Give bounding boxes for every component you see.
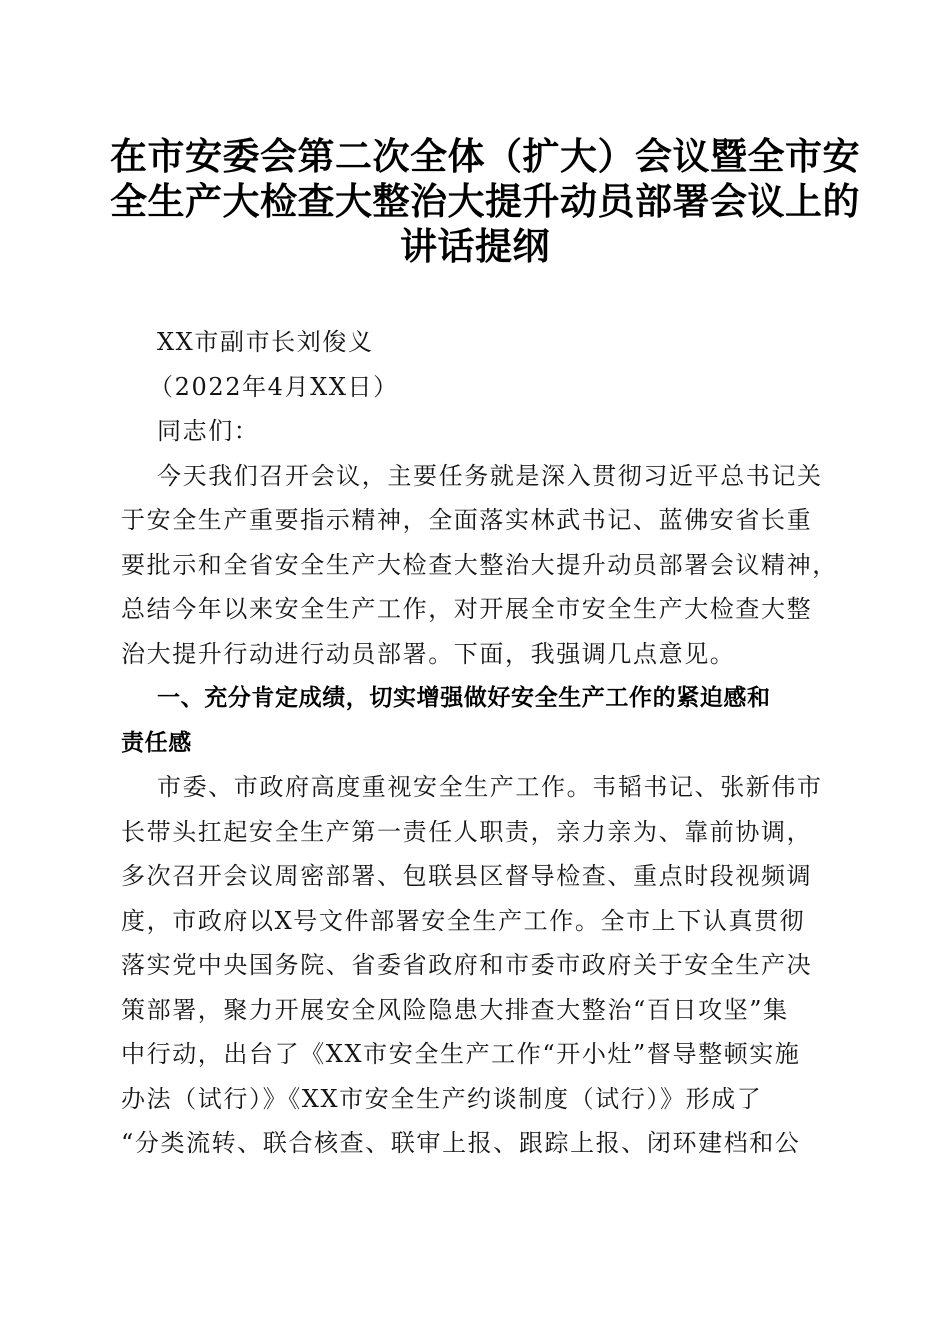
section-paragraph-line: 市委、市政府高度重视安全生产工作。韦韬书记、张新伟市 (157, 773, 823, 801)
section-paragraph-line: 度，市政府以X号文件部署安全生产工作。全市上下认真贯彻 (121, 906, 806, 935)
section-paragraph-line: 策部署，聚力开展安全风险隐患大排查大整治“百日攻坚”集 (121, 995, 789, 1024)
intro-paragraph-line: 于安全生产重要指示精神，全面落实林武书记、蓝佛安省长重 (121, 506, 813, 534)
section-paragraph-line: 长带头扛起安全生产第一责任人职责，亲力亲为、靠前协调， (121, 817, 813, 846)
document-body (121, 320, 838, 1166)
section-paragraph-line: 办法（试行）》《XX市安全生产约谈制度（试行）》形成了 (121, 1084, 763, 1113)
intro-paragraph-line: 要批示和全省安全生产大检查大整治大提升动员部署会议精神， (121, 550, 838, 579)
section-paragraph-line: 落实党中央国务院、省委省政府和市委市政府关于安全生产决 (121, 951, 813, 979)
section-heading-line: 一、充分肯定成绩，切实增强做好安全生产工作的紧迫感和 (157, 685, 771, 711)
section-paragraph-line: 多次召开会议周密部署、包联县区督导检查、重点时段视频调 (121, 862, 813, 890)
section-heading-line: 责任感 (121, 729, 192, 756)
title-line: 讲话提纲 (400, 224, 550, 268)
intro-paragraph-line: 总结今年以来安全生产工作，对开展全市安全生产大检查大整 (121, 595, 813, 623)
intro-paragraph-line: 今天我们召开会议，主要任务就是深入贯彻习近平总书记关 (157, 461, 823, 490)
intro-paragraph-line: 治大提升行动进行动员部署。下面，我强调几点意见。 (121, 639, 736, 668)
title-line: 全生产大检查大整治大提升动员部署会议上的 (110, 179, 860, 223)
date-line: （2022年4月XX日） (149, 372, 399, 401)
section-paragraph-line: 中行动，出台了《XX市安全生产工作“开小灶”督导整顿实施 (121, 1040, 801, 1068)
title-line: 在市安委会第二次全体（扩大）会议暨全市安 (110, 134, 860, 178)
document-title (110, 134, 860, 269)
section-paragraph-line: “分类流转、联合核查、联审上报、跟踪上报、闭环建档和公 (121, 1129, 801, 1157)
speaker-line: XX市副市长刘俊义 (157, 328, 374, 356)
salutation-line: 同志们： (157, 417, 260, 445)
